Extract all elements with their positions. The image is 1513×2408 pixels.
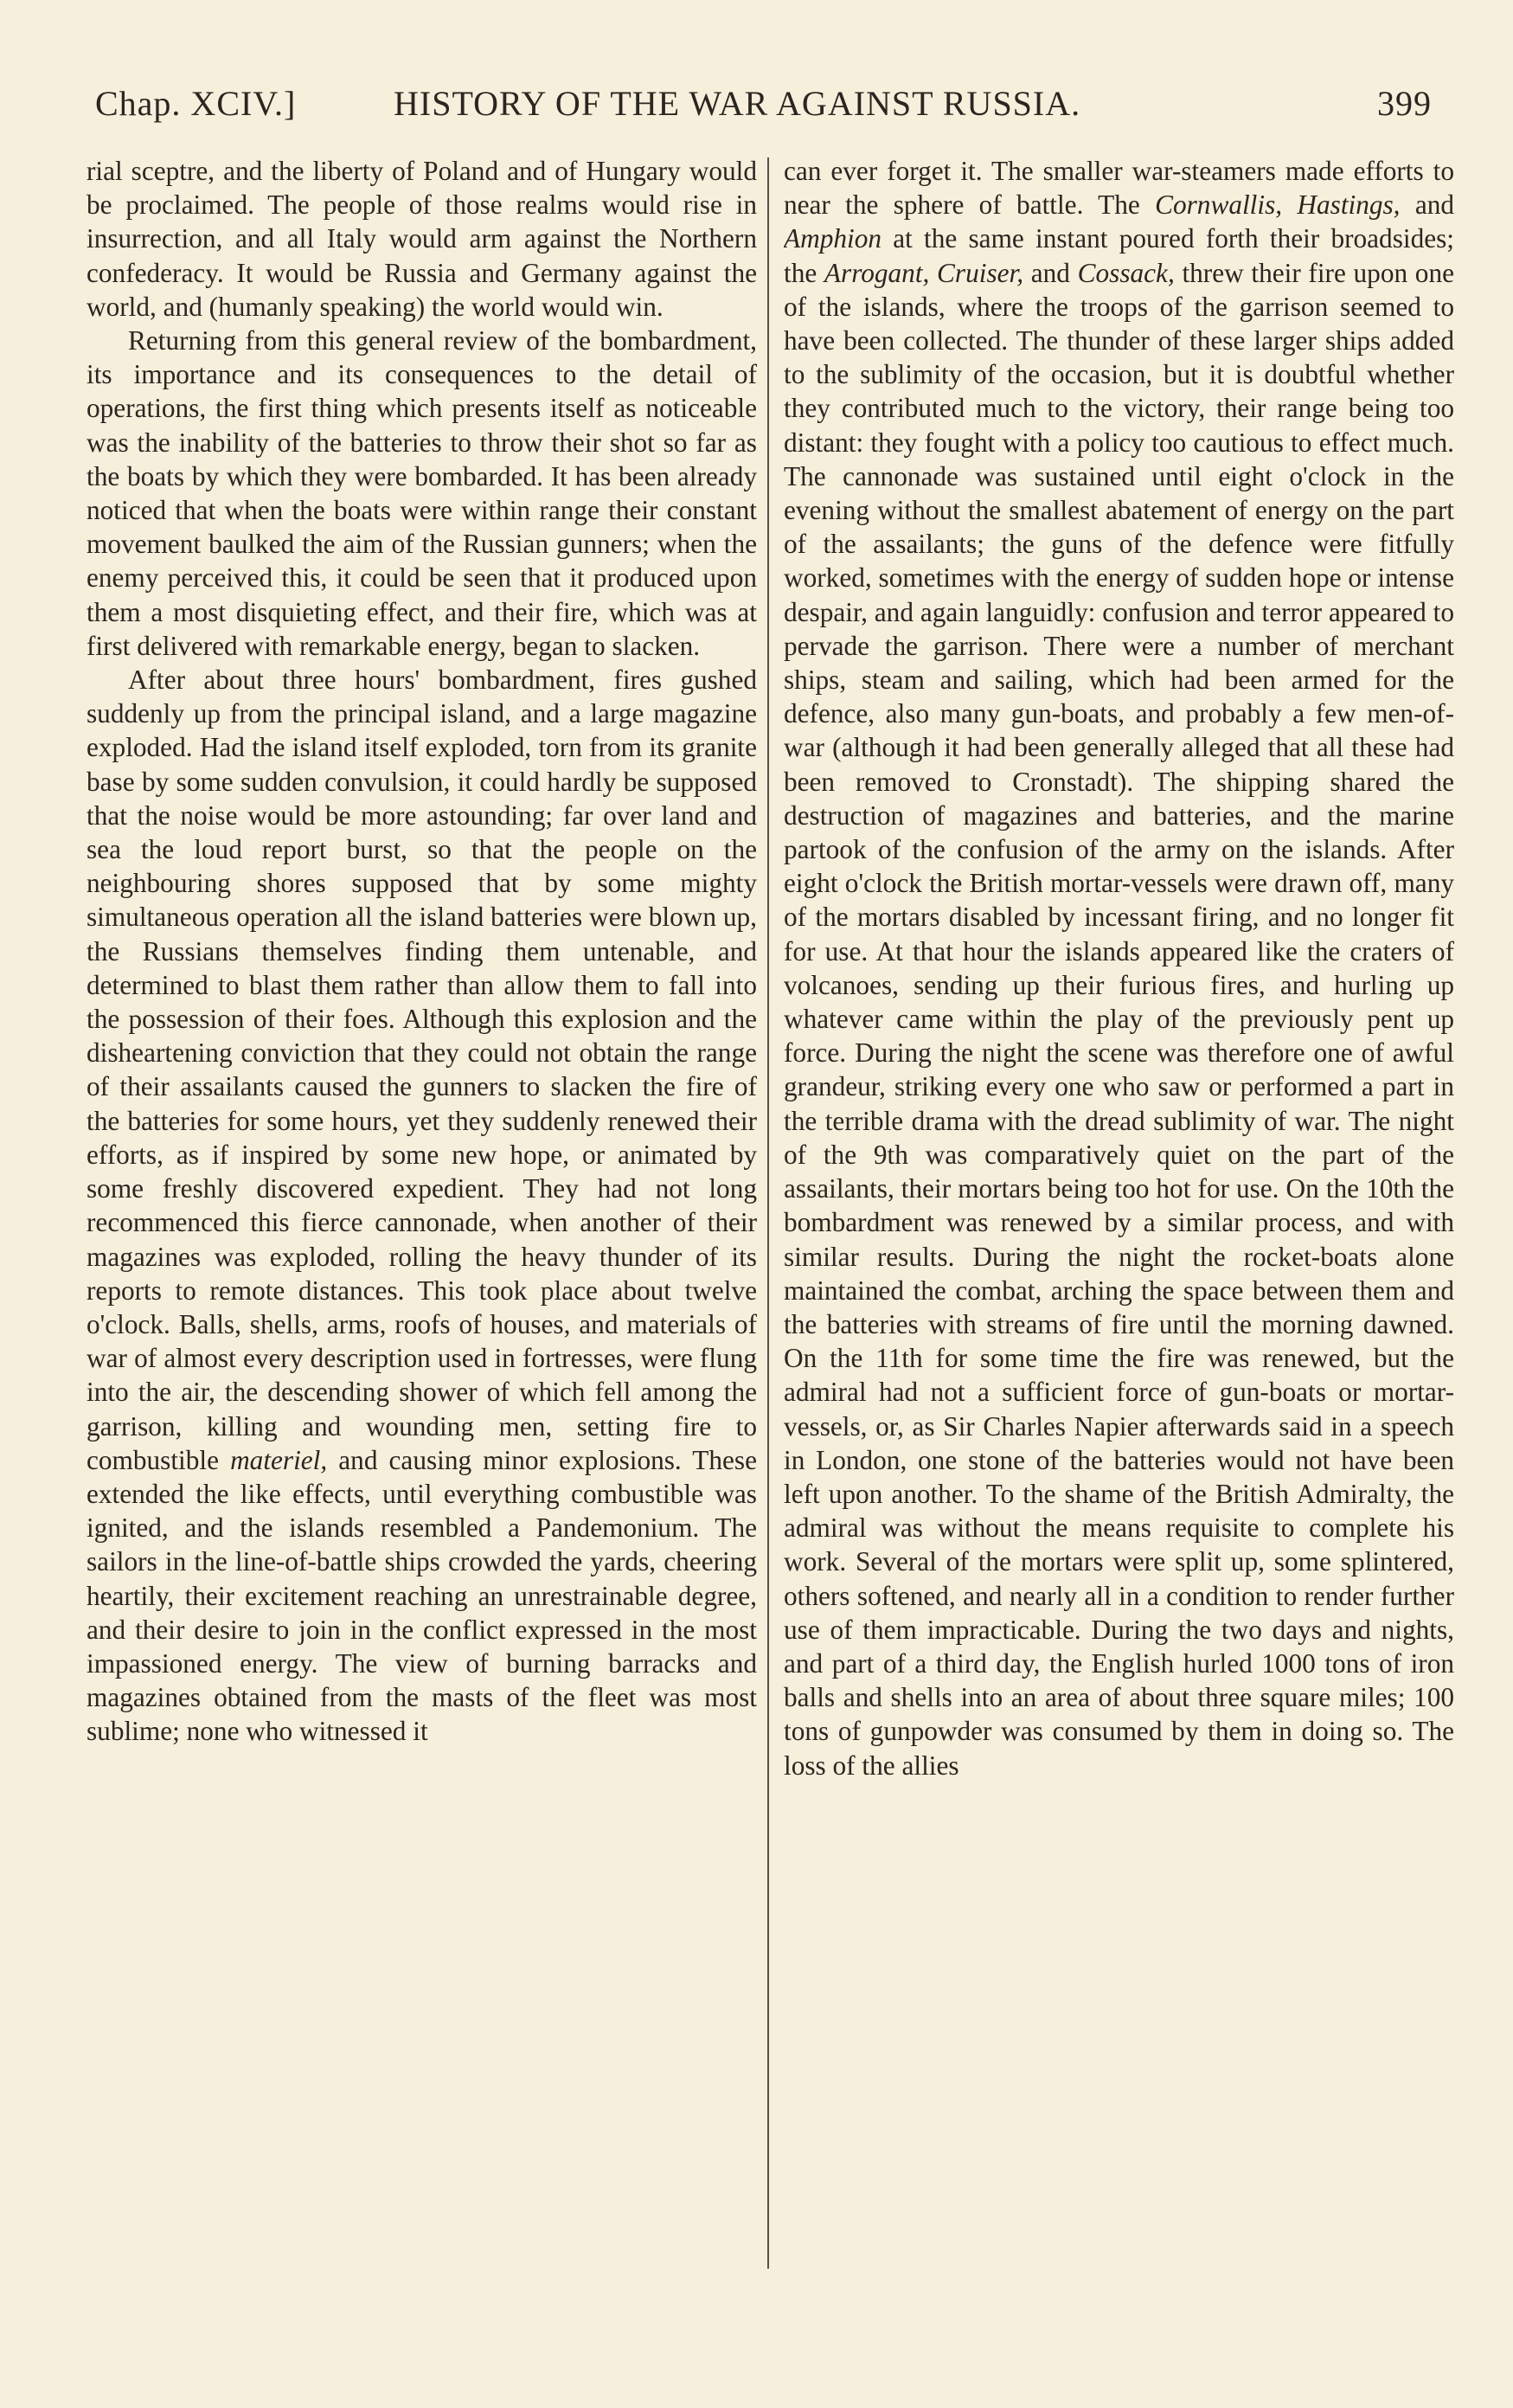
paragraph: Returning from this general review of the bombardment, its importance and its consequences to the detail of operations, the first thing which presents itself as noticeable was the inability of the batteries to throw their shot so far as the boats by which they were bombarded. It has been already noticed that when the boats were within range their constant movement baulked the aim of the Russian gunners; when the enemy perceived this, it could be seen that it produced upon them a most disquieting effect, and their fire, which was at first delivered with remarkable energy, began to slacken. xyxy=(87,325,757,661)
paragraph-text: threw their fire upon one of the islands, where the troops of the garrison seemed to have been collected. The thunder of these larger ships added to the sublimity of the occasion, but it is doubtful whether they contributed much to the victory, their range being too distant: they fought with a policy too cautious to effect much. The cannonade was sustained until eight o'clock in the evening without the smallest abatement of energy on the part of the assailants; the guns of the defence were fitfully worked, sometimes with the energy of sudden hope or intense despair, and again languidly: confusion and terror appeared to pervade the garrison. There were a number of merchant ships, steam and sailing, which had been armed for the defence, also many gun-boats, and probably a few men-of-war (although it had been generally alleged that all these had been removed to Cronstadt). The shipping shared the destruction of magazines and batteries, and the marine partook of the confusion of the army on the islands. After eight o'clock the British mortar-vessels were drawn off, many of the mortars disabled by incessant firing, and no longer fit for use. At that hour the islands appeared like the craters of volcanoes, sending up their furious fires, and hurling up whatever came within the play of the previously pent up force. During the night the scene was therefore one of awful grandeur, striking every one who saw or performed a part in the terrible drama with the dread sublimity of war. The night of the 9th was comparatively quiet on the part of the assailants, their mortars being too hot for use. On the 10th the bombardment was renewed by a similar process, and with similar results. During the night the rocket-boats alone maintained the combat, arching the space between them and the batteries with streams of fire until the morning dawned. On the 11th for some time the fire was renewed, but the admiral had not a sufficient force of gun-boats or mortar-vessels, or, as Sir Charles Napier afterwards said in a speech in London, one stone of the batteries would not have been left upon another. To the shame of the British Admiralty, the admiral was without the means requisite to complete his work. Several of the mortars were split up, some splintered, others softened, and nearly all in a condition to render further use of them impracticable. During the two days and nights, and part of a third day, the English hurled 1000 tons of iron balls and shells into an area of about three square miles; 100 tons of gunpowder was consumed by them in doing so. The loss of the allies xyxy=(784,257,1454,1781)
ship-name: Cruiser, xyxy=(937,257,1024,288)
paragraph-text: and xyxy=(1400,189,1454,221)
paragraph-text: can ever forget it. The smaller war-steamers made efforts to near the sphere of battle. The xyxy=(784,156,1454,221)
ship-name: Arrogant, xyxy=(824,257,930,288)
paragraph-text: After about three hours' bombardment, fires gushed suddenly up from the principal island, and a large magazine exploded. Had the island itself exploded, torn from its granite base by some sudden convulsion, it could hardly be supposed that the noise would be more astounding; far over land and sea the loud report burst, so that the people on the neighbouring shores supposed that by some mighty simultaneous operation all the island batteries were blown up, the Russians themselves finding them untenable, and determined to blast them rather than allow them to fall into the possession of their foes. Although this explosion and the disheartening conviction that they could not obtain the range of their assailants caused the gunners to slacken the fire of the batteries for some hours, yet they suddenly renewed their efforts, as if inspired by some new hope, or animated by some freshly discovered expedient. They had not long recommenced this fierce cannonade, when another of their magazines was exploded, rolling the heavy thunder of its reports to remote distances. This took place about twelve o'clock. Balls, shells, arms, roofs of houses, and materials of war of almost every description used in fortresses, were flung into the air, the descending shower of which fell among the garrison, killing and wounding men, setting fire to combustible xyxy=(87,665,757,1475)
paragraph-text: and xyxy=(1023,257,1078,288)
paragraph: rial sceptre, and the liberty of Poland and of Hungary would be proclaimed. The people of those realms would rise in insurrection, and all Italy would arm against the Northern confederacy. It would be Russia and Germany against the world, and (humanly speaking) the world would win. xyxy=(87,156,757,322)
column-divider xyxy=(767,157,769,2269)
italic-term: materiel, xyxy=(230,1444,328,1475)
paragraph xyxy=(784,154,1454,1782)
paragraph-text: and causing minor explosions. These extended the like effects, until everything combustible was ignited, and the islands resembled a Pandemonium. The sailors in the line-of-battle ships crowded the yards, cheering heartily, their excitement reaching an unrestrainable degree, and their desire to join in the conflict expressed in the most impassioned energy. The view of burning barracks and magazines obtained from the masts of the fleet was most sublime; none who witnessed it xyxy=(87,1444,757,1747)
ship-name: Hastings, xyxy=(1297,189,1401,221)
right-column xyxy=(784,154,1454,2283)
running-header xyxy=(95,83,1432,138)
chapter-label: Chap. XCIV.] xyxy=(95,84,297,123)
left-column xyxy=(87,154,757,2283)
page-number: 399 xyxy=(1377,84,1432,123)
paragraph xyxy=(87,663,757,1749)
ship-name: Cossack, xyxy=(1077,257,1175,288)
ship-name: Amphion xyxy=(784,223,882,254)
text-columns xyxy=(0,154,1513,2283)
ship-name: Cornwallis, xyxy=(1155,189,1283,221)
paragraph-text: at the same instant poured forth their broadsides; the xyxy=(784,223,1454,288)
book-title: HISTORY OF THE WAR AGAINST RUSSIA. xyxy=(394,84,1081,123)
